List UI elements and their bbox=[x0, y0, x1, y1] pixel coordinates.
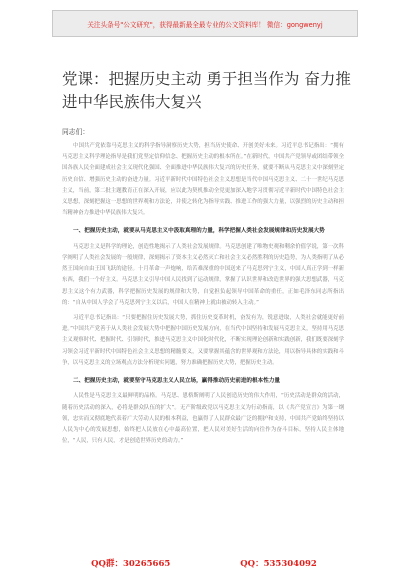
document-title: 党课：把握历史主动 勇于担当作为 奋力推进中华民族伟大复兴 bbox=[62, 70, 351, 111]
paragraph-body: 习近平总书记指出：“只要把握住历史发展大势，抓住历史变革时机，奋发有为，锐意进取，人类社会就能更好前进。”中国共产党善于从人类社会发展大势中把握中国历史发展方向，在当代中国坚持和发展马克思主义，坚持用马克思主义观察时代、把握时代、引领时代，推进马克思主义中国化时代化，不断实现理论创新和实践创新，我们既要深刻学习领会习近平新时代中国特色社会主义思想的精髓要义，又要掌握其蕴含的世界观和方法论，用以指导具体的实践和斗争，以马克思主义的立场观点方法分析现实问题，努力准确把握历史大势，把握历史主动。 bbox=[62, 315, 344, 366]
paragraph-intro: 中国共产党依靠马克思主义的科学指导洞察历史大势，担当历史使命、开创美好未来。习近平总书记指出：“拥有马克思主义科学理论指导是我们党坚定信仰信念、把握历史主动的根本所在。”在新时代，中国共产党领导或团结带领全国各族人民全面建成社会主义现代化强国、全面推进中华民族伟大复兴的历史任务，就要不断从马克思主义中深刻坚定历史自信、增强历史主动的奋进力量。习近平新时代中国特色社会主义思想是当代中国马克思主义、二十一世纪马克思主义，当前，第二批主题教育正在深入开展，应以此为契机推动全党更加深入地学习贯彻习近平新时代中国特色社会主义思想，深刻把握这一思想的世界观和方法论，并使之转化为指导实践、推进工作的强大力量，以强烈的历史主动和担当精神奋力推进中华民族伟大复兴。 bbox=[62, 143, 344, 217]
qq-group-number: QQ群：30265665 bbox=[91, 559, 171, 569]
promo-banner-text: 关注头条号"公文研究"，获得最新最全最专业的公文资料库！ 微信：gongwenyj bbox=[87, 20, 323, 29]
greeting: 同志们： bbox=[62, 128, 90, 136]
section-heading-2: 二、把握历史主动，就要坚守马克思主义人民立场，赢得推动历史前进的根本性力量 bbox=[73, 378, 280, 385]
section-heading-1: 一、把握历史主动，就要从马克思主义中汲取真理的力量，科学把握人类社会发展规律和历史发展大势 bbox=[73, 228, 325, 235]
promo-banner bbox=[52, 10, 358, 37]
qq-number: QQ：535304092 bbox=[240, 559, 317, 569]
document-page bbox=[0, 40, 408, 550]
paragraph-body: 人民性是马克思主义最鲜明的品格。马克思、恩格斯阐明了人民创造历史的伟大作用，“历史活动是群众的活动，随着历史活动的深入，必将是群众队伍的扩大”。无产阶级政党以马克思主义为行动指南，以《共产党宣言》为第一纲领，忠实而又彻底地代表着广大劳动人民的根本利益，也赢得了人民群众最广泛的拥护和支持，中国共产党始终坚持以人民为中心的发展思想，始终把人民放在心中最高位置，把人民对美好生活的向往作为奋斗目标，坚持人民主体地位，“人民，只有人民，才是创造世界历史的动力。” bbox=[62, 393, 344, 445]
paragraph-body: 马克思主义是科学的理论，创造性地揭示了人类社会发展规律。马克思创建了唯物史观和剩余价值学说，第一次科学阐明了人类社会发展的一般规律，深刻揭示了资本主义必然灭亡和社会主义必然胜利的历史趋势，为人类指明了从必然王国向自由王国飞跃的途径。十月革命一声炮响，给苦难深重的中国送来了马克思列宁主义，中国人真正学到一样新东西，我们一个好主义。马克思主义引导中国人民找到了运动规律，掌握了认识世界和改造世界的强大思想武器，马克思主义这个有力武器，科学把握历史发展的规律和大势，自觉担负起领导中国革命的重任，正如毛泽东同志所指出的：“自从中国人学会了马克思列宁主义以后，中国人在精神上就由被动转入主动。” bbox=[62, 243, 344, 306]
contact-footer bbox=[0, 557, 408, 573]
